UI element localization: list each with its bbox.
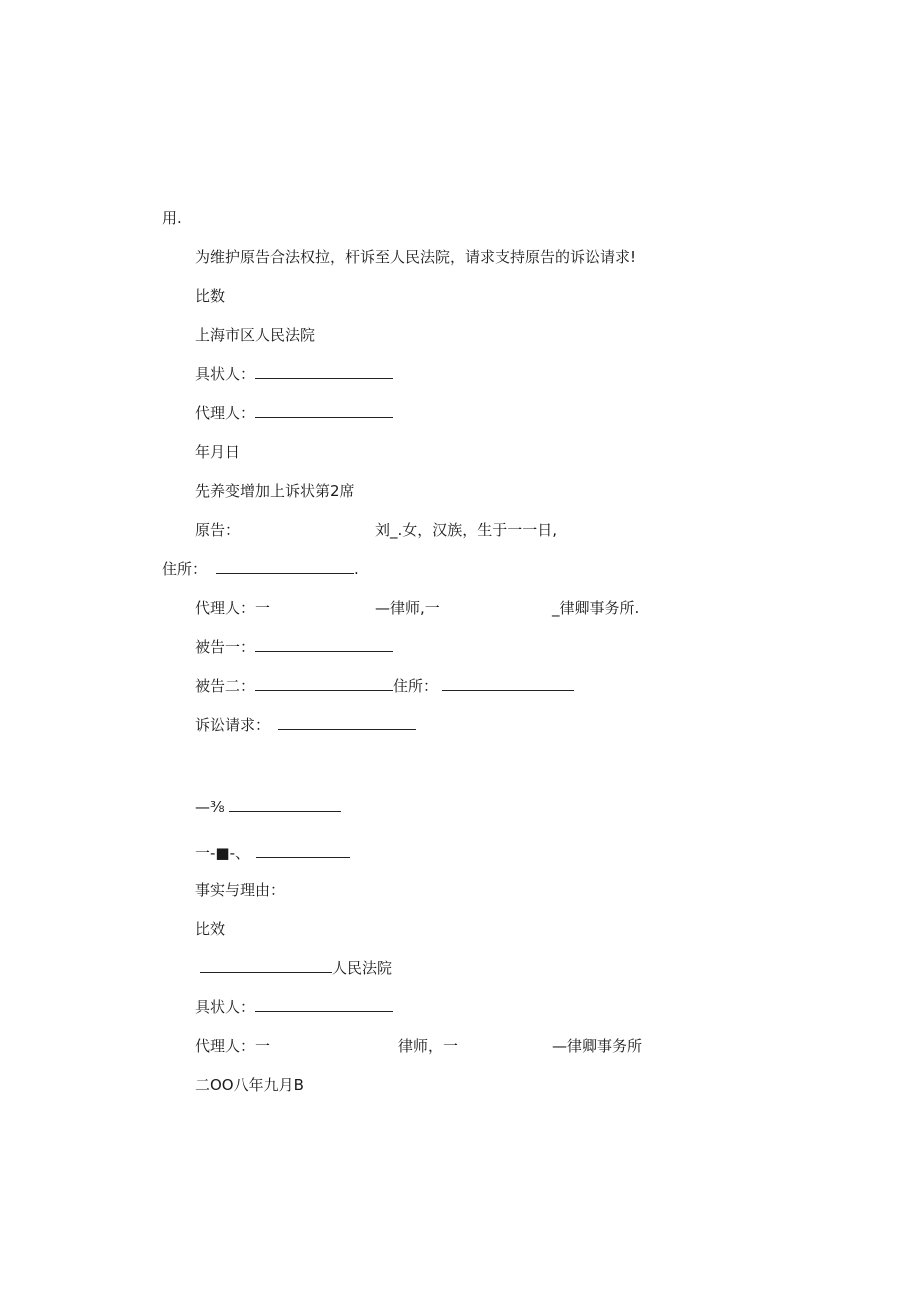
document-date: 二OO八年九月B xyxy=(195,1076,304,1094)
text-line: 比效 xyxy=(195,920,226,938)
agent-signature-line xyxy=(195,403,393,423)
text-line: 用. xyxy=(162,209,182,227)
plaintiff-info: 刘_.女，汉族，生于一一日, xyxy=(375,521,558,539)
plaintiff-label: 原告： xyxy=(195,521,241,539)
field-label: 被告二： xyxy=(195,677,256,695)
blank-field xyxy=(442,676,574,691)
blank-field xyxy=(200,958,332,973)
section-heading: 先养变增加上诉状第2席 xyxy=(195,482,355,500)
blank-field xyxy=(255,364,393,379)
field-label: 诉讼请求： xyxy=(195,716,271,734)
blank-field xyxy=(255,997,393,1012)
claims-line xyxy=(195,715,416,735)
plaintiff-signature-line xyxy=(195,364,393,384)
agent-line-lawyer: —律师,一 xyxy=(375,599,440,617)
plaintiff-signature-line xyxy=(195,997,393,1017)
claim-item-2 xyxy=(195,843,350,863)
field-label: 具状人： xyxy=(195,998,256,1016)
field-label: 被告一： xyxy=(195,638,256,656)
field-label: 住所： xyxy=(162,560,208,578)
blank-field xyxy=(255,403,393,418)
date-line: 年月日 xyxy=(195,443,241,461)
blank-field xyxy=(216,559,354,574)
agent-line-label: 代理人：一 xyxy=(195,1037,271,1055)
facts-heading: 事实与理由： xyxy=(195,881,286,899)
blank-field xyxy=(256,843,350,858)
court-name: 上海市区人民法院 xyxy=(195,326,316,344)
field-label: 住所： xyxy=(393,677,439,695)
punctuation: . xyxy=(354,560,359,578)
text-line: 为维护原告合法权拉，杆诉至人民法院，请求支持原告的诉讼请求! xyxy=(195,248,637,266)
claim-item-1 xyxy=(195,797,341,817)
field-label: 代理人： xyxy=(195,404,256,422)
agent-line-label: 代理人：一 xyxy=(195,599,271,617)
field-label: 具状人： xyxy=(195,365,256,383)
blank-field xyxy=(255,676,393,691)
item-marker: —⅜ xyxy=(195,798,225,816)
text-line: 比数 xyxy=(195,287,226,305)
court-suffix: 人民法院 xyxy=(332,959,393,977)
agent-line-firm: _律卿事务所. xyxy=(552,599,640,617)
blank-field xyxy=(278,715,416,730)
blank-field xyxy=(255,637,393,652)
blank-field xyxy=(229,797,341,812)
defendant-1-line xyxy=(195,637,393,657)
agent-line-lawyer: 律师，一 xyxy=(398,1037,459,1055)
agent-line-firm: —律卿事务所 xyxy=(552,1037,643,1055)
address-line xyxy=(162,559,207,579)
item-marker: 一-■-、 xyxy=(195,844,250,862)
court-line xyxy=(200,958,392,978)
defendant-2-line xyxy=(195,676,574,696)
